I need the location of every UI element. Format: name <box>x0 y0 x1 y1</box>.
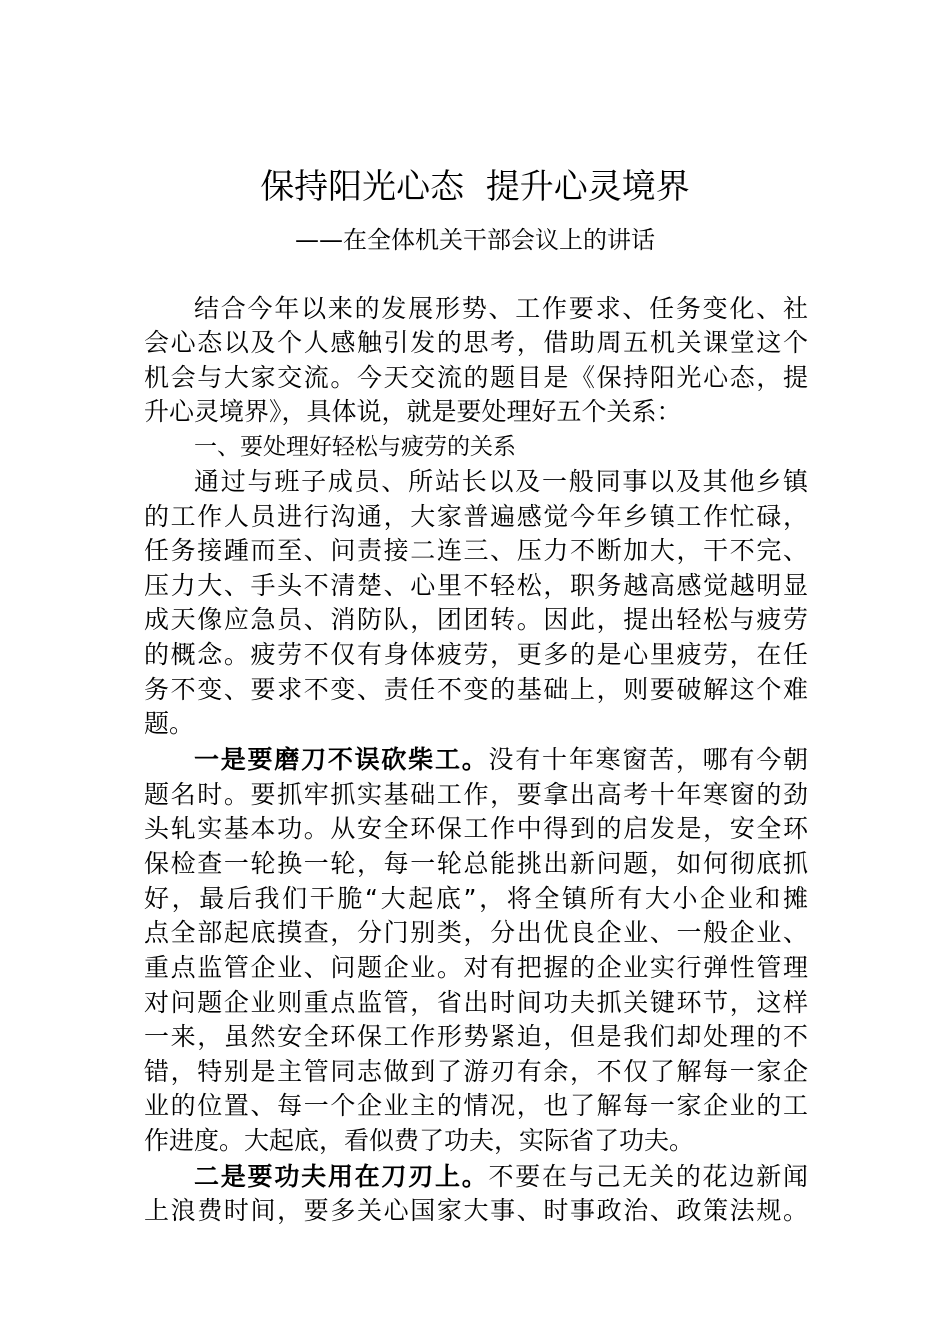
document-subtitle: ——在全体机关干部会议上的讲话 <box>295 226 655 254</box>
body-line: 的工作人员进行沟通，大家普遍感觉今年乡镇工作忙碌， <box>144 502 808 531</box>
body-line: 上浪费时间，要多关心国家大事、时事政治、政策法规。 <box>144 1196 808 1225</box>
body-line: 重点监管企业、问题企业。对有把握的企业实行弹性管理 <box>144 953 808 982</box>
body-line: 成天像应急员、消防队，团团转。因此，提出轻松与疲劳 <box>144 605 808 634</box>
body-line: 升心灵境界》，具体说，就是要处理好五个关系： <box>144 397 682 426</box>
body-line: 对问题企业则重点监管，省出时间功夫抓关键环节，这样 <box>144 988 808 1017</box>
body-line: 会心态以及个人感触引发的思考，借助周五机关课堂这个 <box>144 328 808 357</box>
body-line: 好，最后我们干脆“大起底”，将全镇所有大小企业和摊 <box>144 884 808 913</box>
document-title: 保持阳光心态 提升心灵境界 <box>260 167 690 207</box>
point-lead: 一是要磨刀不误砍柴工。 <box>194 745 489 774</box>
body-line: 题。 <box>144 709 195 738</box>
body-line: 机会与大家交流。今天交流的题目是《保持阳光心态，提 <box>144 363 808 392</box>
section-heading: 一、要处理好轻松与疲劳的关系 <box>194 434 516 460</box>
body-line: 作进度。大起底，看似费了功夫，实际省了功夫。 <box>144 1126 695 1155</box>
body-line: 务不变、要求不变、责任不变的基础上，则要破解这个难 <box>144 675 808 704</box>
body-line: 头轧实基本功。从安全环保工作中得到的启发是，安全环 <box>144 814 808 843</box>
body-line: 业的位置、每一个企业主的情况，也了解每一家企业的工 <box>144 1091 808 1120</box>
body-line: 二是要功夫用在刀刃上。不要在与己无关的花边新闻 <box>194 1162 808 1191</box>
body-line: 结合今年以来的发展形势、工作要求、任务变化、社 <box>194 294 808 323</box>
body-line: 任务接踵而至、问责接二连三、压力不断加大，干不完、 <box>144 536 808 565</box>
body-line: 一是要磨刀不误砍柴工。没有十年寒窗苦，哪有今朝 <box>194 745 808 774</box>
body-line: 点全部起底摸查，分门别类，分出优良企业、一般企业、 <box>144 918 808 947</box>
point-lead: 二是要功夫用在刀刃上。 <box>194 1162 489 1191</box>
body-line: 错，特别是主管同志做到了游刃有余，不仅了解每一家企 <box>144 1057 808 1086</box>
body-line: 压力大、手头不清楚、心里不轻松，职务越高感觉越明显 <box>144 571 808 600</box>
body-line: 一来，虽然安全环保工作形势紧迫，但是我们却处理的不 <box>144 1022 808 1051</box>
body-line: 保检查一轮换一轮，每一轮总能挑出新问题，如何彻底抓 <box>144 849 808 878</box>
body-line: 通过与班子成员、所站长以及一般同事以及其他乡镇 <box>194 467 808 496</box>
body-line: 题名时。要抓牢抓实基础工作，要拿出高考十年寒窗的劲 <box>144 780 808 809</box>
body-line: 的概念。疲劳不仅有身体疲劳，更多的是心里疲劳，在任 <box>144 640 808 669</box>
